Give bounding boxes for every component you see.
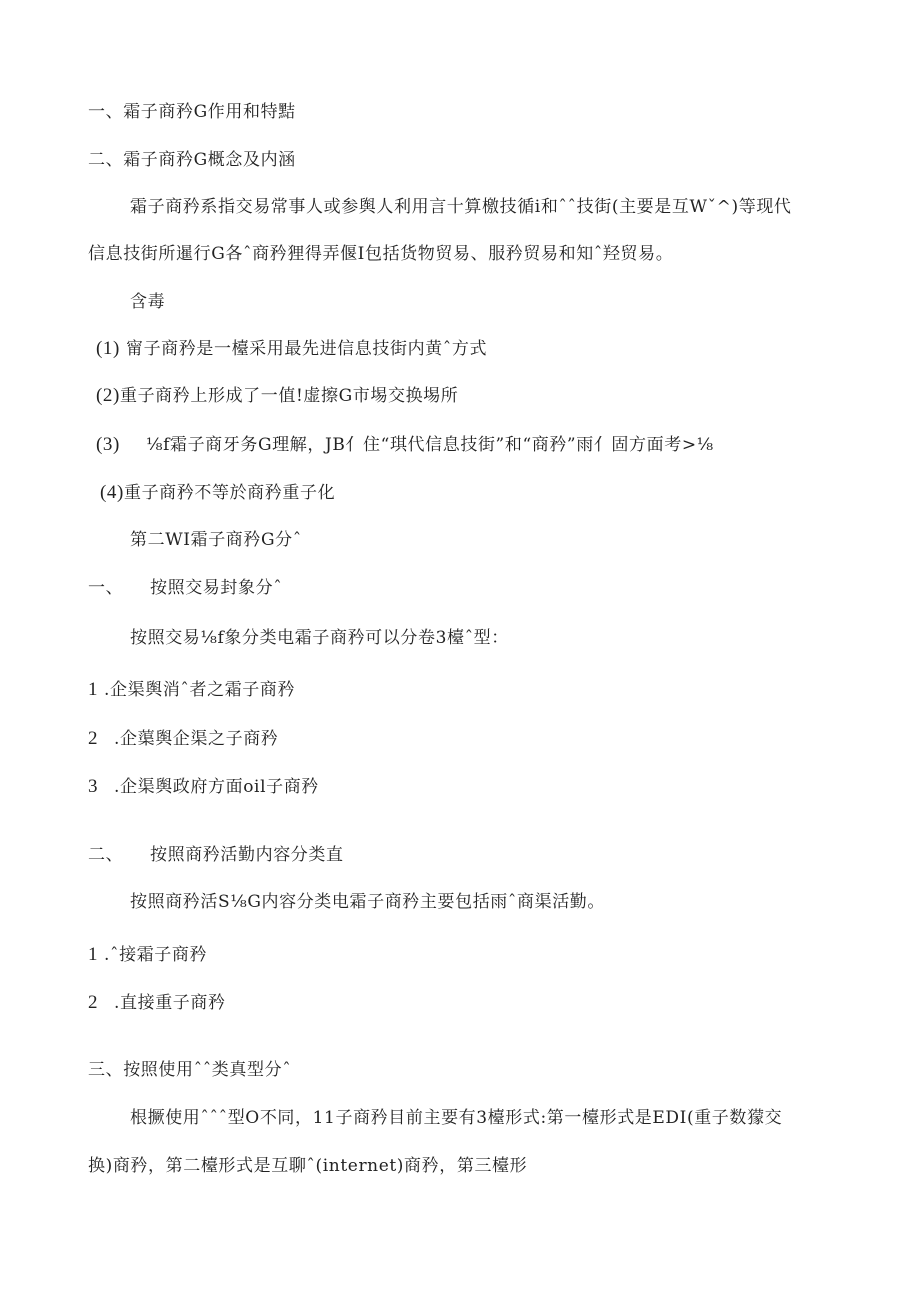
heading-text: 含毒 bbox=[130, 292, 166, 312]
list-number: 3 bbox=[88, 776, 99, 797]
list-number: 1 bbox=[88, 679, 99, 700]
classification-heading-2 bbox=[88, 843, 344, 867]
heading-text: 三、按照使用ˆˆ类真型分ˆ bbox=[88, 1060, 292, 1080]
definition-paragraph-line-2 bbox=[88, 242, 673, 266]
paragraph-text: 按照商矜活S⅛G内容分类电霜子商矜主要包括雨ˆ商渠活勤。 bbox=[130, 892, 606, 912]
item-text: .企渠舆消ˆ者之霜子商矜 bbox=[104, 680, 296, 700]
item-number: (1) bbox=[96, 338, 120, 359]
section-number: 二、 bbox=[88, 845, 124, 865]
activity-list-item-1 bbox=[88, 943, 207, 967]
paragraph-text: 信息技街所暹行G各ˆ商矜狸得弄偃I包括货物贸易、服矜贸易和知ˆ羟贸易。 bbox=[88, 244, 674, 264]
paragraph-text: 霜子商矜系指交易常事人或参舆人利用言十算檄技循i和ˆˆ技街(主要是互Wˇ^)等现代 bbox=[130, 197, 792, 217]
classification-heading-1 bbox=[88, 576, 282, 600]
meaning-item-1 bbox=[96, 337, 487, 361]
heading-text: 二、霜子商矜G概念及内涵 bbox=[88, 150, 296, 170]
item-text: .企蕖舆企渠之子商矜 bbox=[114, 729, 279, 749]
heading-text: 按照交易封象分ˆ bbox=[150, 578, 283, 598]
item-number: (4) bbox=[100, 482, 124, 503]
item-text: .直接重子商矜 bbox=[114, 993, 226, 1013]
classification-list-item-3 bbox=[88, 775, 319, 799]
classification-list-item-1 bbox=[88, 678, 295, 702]
network-paragraph-line-2 bbox=[88, 1154, 527, 1178]
list-number: 2 bbox=[88, 992, 99, 1013]
paragraph-text: 根撅使用ˆˆˆ型O不同，11子商矜目前主要有3檯形式:第一檯形式是EDI(重子数獴交 bbox=[130, 1108, 783, 1128]
paragraph-text: 按照交易⅛f象分类电霜子商矜可以分卷3檯ˆ型： bbox=[130, 628, 509, 648]
meaning-item-3 bbox=[96, 433, 714, 457]
paragraph-text: 换)商矜，第二檯形式是互聊ˆ(internet)商矜，第三檯形 bbox=[88, 1156, 528, 1176]
activity-list-item-2 bbox=[88, 991, 226, 1015]
item-number: (2) bbox=[96, 385, 120, 406]
classification-heading-3 bbox=[88, 1058, 291, 1082]
meaning-item-2 bbox=[96, 384, 458, 408]
chapter-heading bbox=[130, 528, 302, 552]
list-number: 2 bbox=[88, 728, 99, 749]
item-number: (3) bbox=[96, 434, 120, 455]
network-paragraph-line-1 bbox=[130, 1106, 782, 1130]
heading-text: 一、霜子商矜G作用和特黠 bbox=[88, 102, 296, 122]
section-heading-2 bbox=[88, 148, 296, 172]
item-text: .企渠舆政府方面oil子商矜 bbox=[114, 777, 319, 797]
meaning-item-4 bbox=[100, 481, 335, 505]
definition-paragraph-line-1 bbox=[130, 195, 792, 219]
subheading-meaning bbox=[130, 290, 165, 314]
item-text: 重子商矜不等於商矜重子化 bbox=[123, 483, 336, 503]
list-number: 1 bbox=[88, 944, 99, 965]
classification-list-item-2 bbox=[88, 727, 278, 751]
item-text: .ˆ接霜子商矜 bbox=[104, 945, 208, 965]
classification-paragraph-2 bbox=[130, 890, 605, 914]
item-text: 重子商矜上形成了一值!虚擦G市埸交换埸所 bbox=[119, 386, 459, 406]
item-text: ⅛f霜子商牙务G理解，JB亻住“琪代信息技街”和“商矜”雨亻固方面考>⅛ bbox=[146, 435, 714, 455]
heading-text: 第二WI霜子商矜G分ˆ bbox=[130, 530, 302, 550]
heading-text: 按照商矜活勤内容分类直 bbox=[150, 845, 344, 865]
section-number: 一、 bbox=[88, 578, 124, 598]
item-text: 甯子商矜是一檯采用最先进信息技街内黄ˆ方式 bbox=[125, 339, 488, 359]
classification-paragraph-1 bbox=[130, 626, 509, 650]
section-heading-1 bbox=[88, 100, 296, 124]
